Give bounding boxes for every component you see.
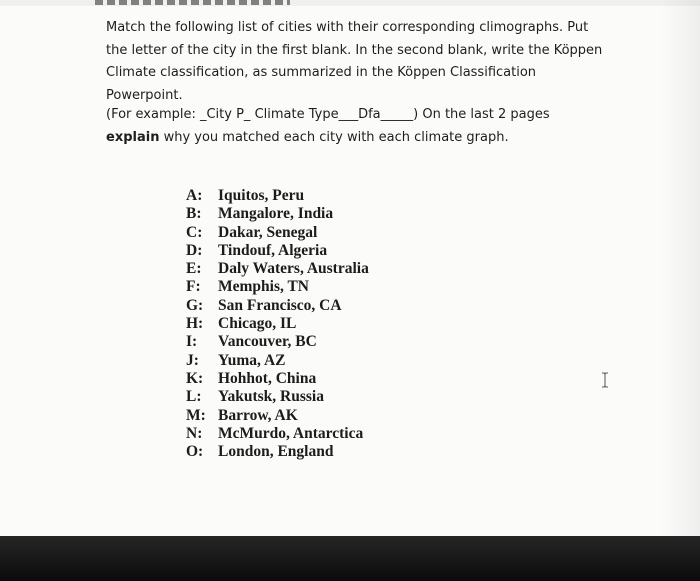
list-item (186, 370, 369, 388)
instructions-paragraph: Match the following list of cities with their corresponding climographs. Put the letter of the city in the first blank. In the second blank, write the Köppen Climate classification, as summarized in the Köppen Classification Powerpoint. (106, 20, 603, 103)
monitor-bezel (0, 536, 700, 581)
text-cursor-icon (601, 372, 609, 388)
city-name: London, England (218, 443, 334, 461)
list-item (186, 278, 369, 296)
list-item (186, 425, 369, 443)
list-item (186, 388, 369, 406)
example-text-end: why you matched each city with each climate graph. (159, 129, 509, 145)
city-name: Dakar, Senegal (218, 223, 318, 241)
city-name: Daly Waters, Australia (218, 260, 369, 278)
city-letter: H: (186, 315, 204, 333)
city-name: Iquitos, Peru (218, 187, 305, 204)
city-letter: J: (186, 351, 199, 369)
list-item (186, 333, 369, 351)
city-letter: D: (186, 241, 203, 259)
city-name: Yakutsk, Russia (218, 388, 324, 406)
city-name: Memphis, TN (218, 278, 310, 296)
city-name: Barrow, AK (218, 406, 298, 424)
city-letter: E: (186, 260, 202, 278)
example-text-start: (For example: _City P_ Climate Type___Dfa_____) On the last 2 pages (106, 107, 550, 122)
city-letter: M: (186, 406, 206, 424)
city-name: Vancouver, BC (218, 333, 317, 351)
city-name: Tindouf, Algeria (218, 241, 328, 259)
city-list (186, 187, 369, 461)
city-letter: G: (186, 296, 204, 314)
city-name: Mangalore, India (218, 205, 334, 223)
list-item (186, 242, 369, 260)
city-letter: I: (186, 333, 198, 351)
list-item (186, 260, 369, 278)
city-letter: O: (186, 443, 204, 461)
city-letter: B: (186, 205, 202, 223)
list-item (186, 407, 369, 425)
city-letter: N: (186, 424, 203, 442)
city-letter: A: (186, 187, 203, 204)
example-paragraph (106, 104, 606, 149)
city-name: Yuma, AZ (218, 351, 286, 369)
list-item (186, 205, 369, 223)
list-item (186, 224, 369, 242)
city-letter: L: (186, 388, 202, 406)
city-name: San Francisco, CA (218, 296, 342, 314)
list-item (186, 315, 369, 333)
city-letter: C: (186, 223, 203, 241)
list-item (186, 187, 369, 205)
page-shading (660, 0, 700, 536)
example-bold-word: explain (106, 129, 160, 145)
city-letter: F: (186, 278, 201, 296)
city-name: Chicago, IL (218, 315, 297, 333)
city-letter: K: (186, 369, 204, 387)
list-item (186, 297, 369, 315)
list-item (186, 352, 369, 370)
cropped-title-edge (95, 0, 290, 5)
list-item (186, 443, 369, 461)
city-name: Hohhot, China (218, 369, 317, 387)
city-name: McMurdo, Antarctica (218, 424, 364, 442)
